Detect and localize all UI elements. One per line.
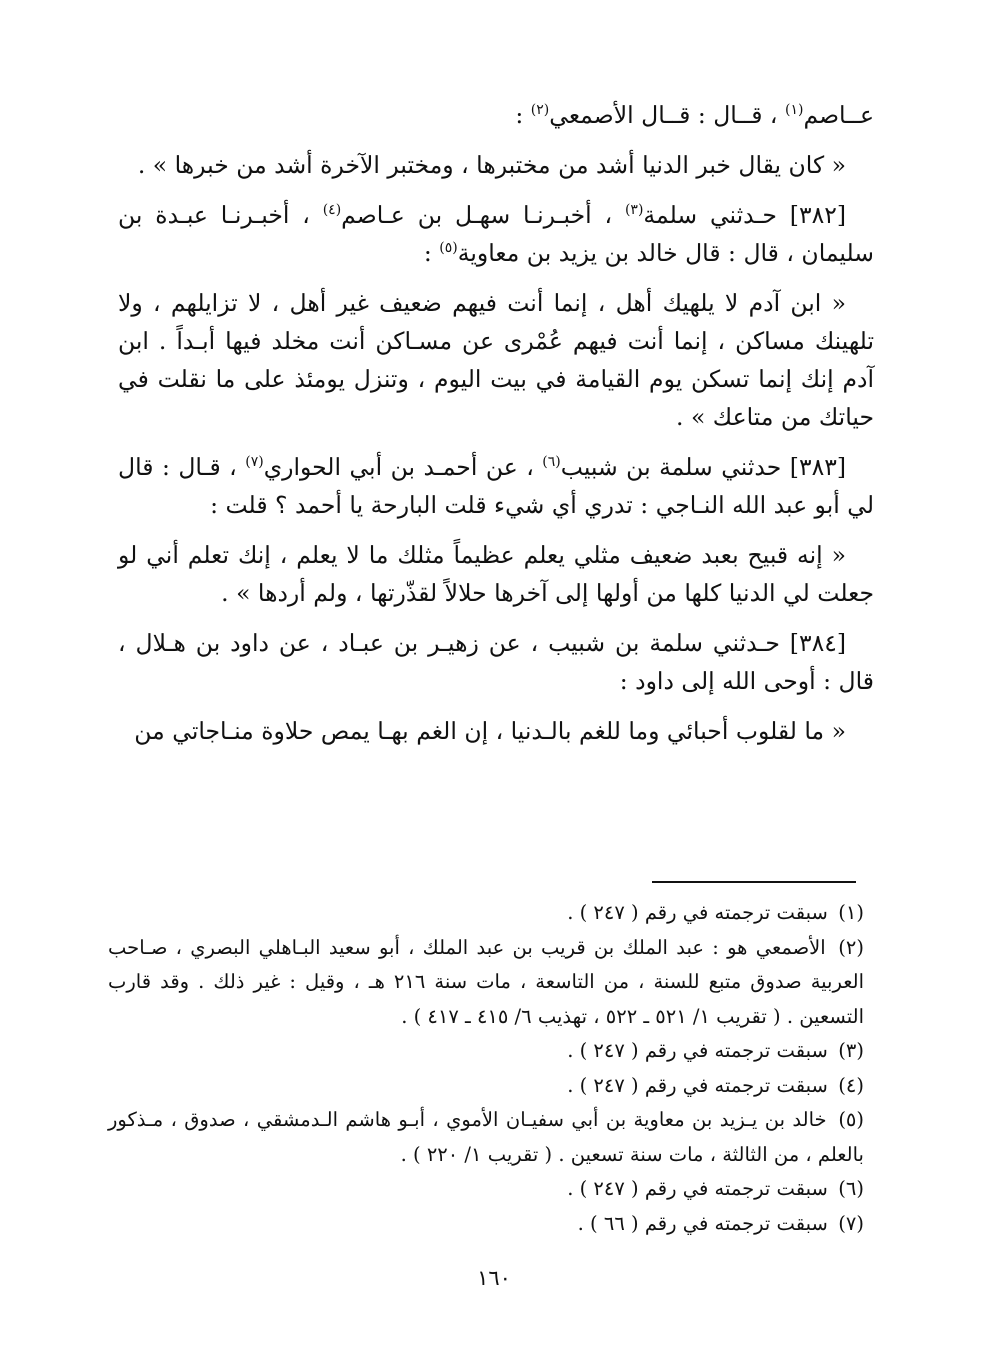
footnote-4 (108, 1069, 864, 1104)
text-run: ، عن أحمـد بن أبي الحواري (263, 453, 543, 481)
paragraph-4: « ابن آدم لا يلهيك أهل ، إنما أنت فيهم ضعيف غير أهل ، لا تزايلهم ، ولا تلهينك مساكن ، إنما أنت فيهم عُمْرى عن مسـاكن أنت مخلد فيها أبـداً . ابن آدم إنك إنما تسكن يوم القيامة في بيت اليوم ، وتنزل يومئذ على ما نقلت في حياتك من متاعك » . (118, 289, 874, 431)
paragraph-8: « ما لقلوب أحبائي وما للغم بالـدنيا ، إن الغم بهـا يمص حلاوة منـاجاتي من (134, 717, 846, 745)
footnote-number: (١) (838, 901, 864, 924)
paragraph-7: [٣٨٤] حـدثني سلمة بن شبيب ، عن زهيـر بن عبـاد ، عن داود بن هـلال ، قال : أوحى الله إلى داود : (118, 629, 874, 695)
footnote-ref: (٣) (624, 202, 644, 218)
footnote-text: خالد بن يـزيد بن معاوية بن أبي سفيـان الأموي ، أبـو هاشم الـدمشقي ، صدوق ، مـذكور بالعلم ، من الثالثة ، مات سنة تسعين . ( تقريب ١/ ٢٢٠ ) . (108, 1108, 864, 1166)
footnotes-section (108, 896, 864, 1241)
footnote-5 (108, 1103, 864, 1172)
text-run: ، أخبـرنـا عبـدة بن سليمان ، قال : قال خالد بن يزيد بن معاوية (118, 201, 874, 267)
footnote-ref: (٧) (245, 454, 264, 470)
footnote-ref: (٢) (530, 102, 550, 118)
footnote-text: سبقت ترجمته في رقم ( ٢٤٧ ) . (567, 1073, 828, 1097)
footnote-divider (652, 881, 856, 883)
footnote-number: (٦) (838, 1177, 864, 1200)
paragraph-5 (118, 448, 874, 524)
main-text (118, 96, 874, 762)
footnote-ref: (٤) (322, 202, 342, 218)
footnote-number: (٧) (838, 1211, 864, 1235)
footnote-text: سبقت ترجمته في رقم ( ٦٦ ) . (577, 1211, 828, 1235)
footnote-text: سبقت ترجمته في رقم ( ٢٤٧ ) . (567, 1177, 828, 1200)
paragraph-3 (118, 196, 874, 272)
footnote-text: الأصمعي هو : عبد الملك بن قريب بن عبد الملك ، أبو سعيد البـاهلي البصري ، صـاحب العربية صدوق متبع للسنة ، من التاسعة ، مات سنة ٢١٦ هـ ، وقيل : غير ذلك . وقد قارب التسعين . ( تقريب ١/ ٥٢١ ـ ٥٢٢ ، تهذيب ٦/ ٤١٥ ـ ٤١٧ ) . (108, 935, 864, 1028)
footnote-number: (٢) (838, 935, 864, 959)
paragraph-1 (118, 96, 874, 134)
page-number: ١٦٠ (477, 1266, 511, 1290)
text-run: عــاصم (803, 101, 874, 129)
footnote-1 (108, 896, 864, 931)
text-run: ، قــال : قــال الأصمعي (549, 101, 785, 129)
footnote-ref: (٥) (439, 240, 458, 256)
footnote-6 (108, 1172, 864, 1207)
paragraph-6: « إنه قبيح بعبد ضعيف مثلي يعلم عظيماً مثلك ما لا يعلم ، إنك تعلم أني لو جعلت لي الدنيا كلها من أولها إلى آخرها حلالاً لقذّرتها ، ولم أردها » . (118, 541, 874, 607)
text-run: ، أخبـرنـا سهـل بن عـاصم (341, 201, 625, 229)
paragraph-2: « كان يقال خبر الدنيا أشد من مختبرها ، ومختبر الآخرة أشد من خبرها » . (137, 151, 846, 179)
footnote-number: (٣) (838, 1039, 864, 1062)
text-run: : (423, 239, 440, 267)
text-run: [٣٨٢] حـدثني سلمة (643, 201, 846, 229)
text-run: [٣٨٣] حدثني سلمة بن شبيب (560, 453, 846, 481)
footnote-ref: (١) (784, 102, 804, 118)
footnote-text: سبقت ترجمته في رقم ( ٢٤٧ ) . (567, 901, 828, 924)
footnote-3 (108, 1034, 864, 1069)
footnote-ref: (٦) (542, 454, 561, 470)
footnote-number: (٥) (838, 1108, 865, 1131)
text-run: ، قـال : قال لي أبو عبد الله النـاجي : تدري أي شيء قلت البارحة يا أحمد ؟ قلت : (118, 453, 874, 519)
footnote-number: (٤) (838, 1073, 864, 1097)
footnote-text: سبقت ترجمته في رقم ( ٢٤٧ ) . (567, 1039, 828, 1062)
text-run: : (515, 101, 531, 129)
footnote-7 (108, 1207, 864, 1242)
footnote-2 (108, 931, 864, 1035)
